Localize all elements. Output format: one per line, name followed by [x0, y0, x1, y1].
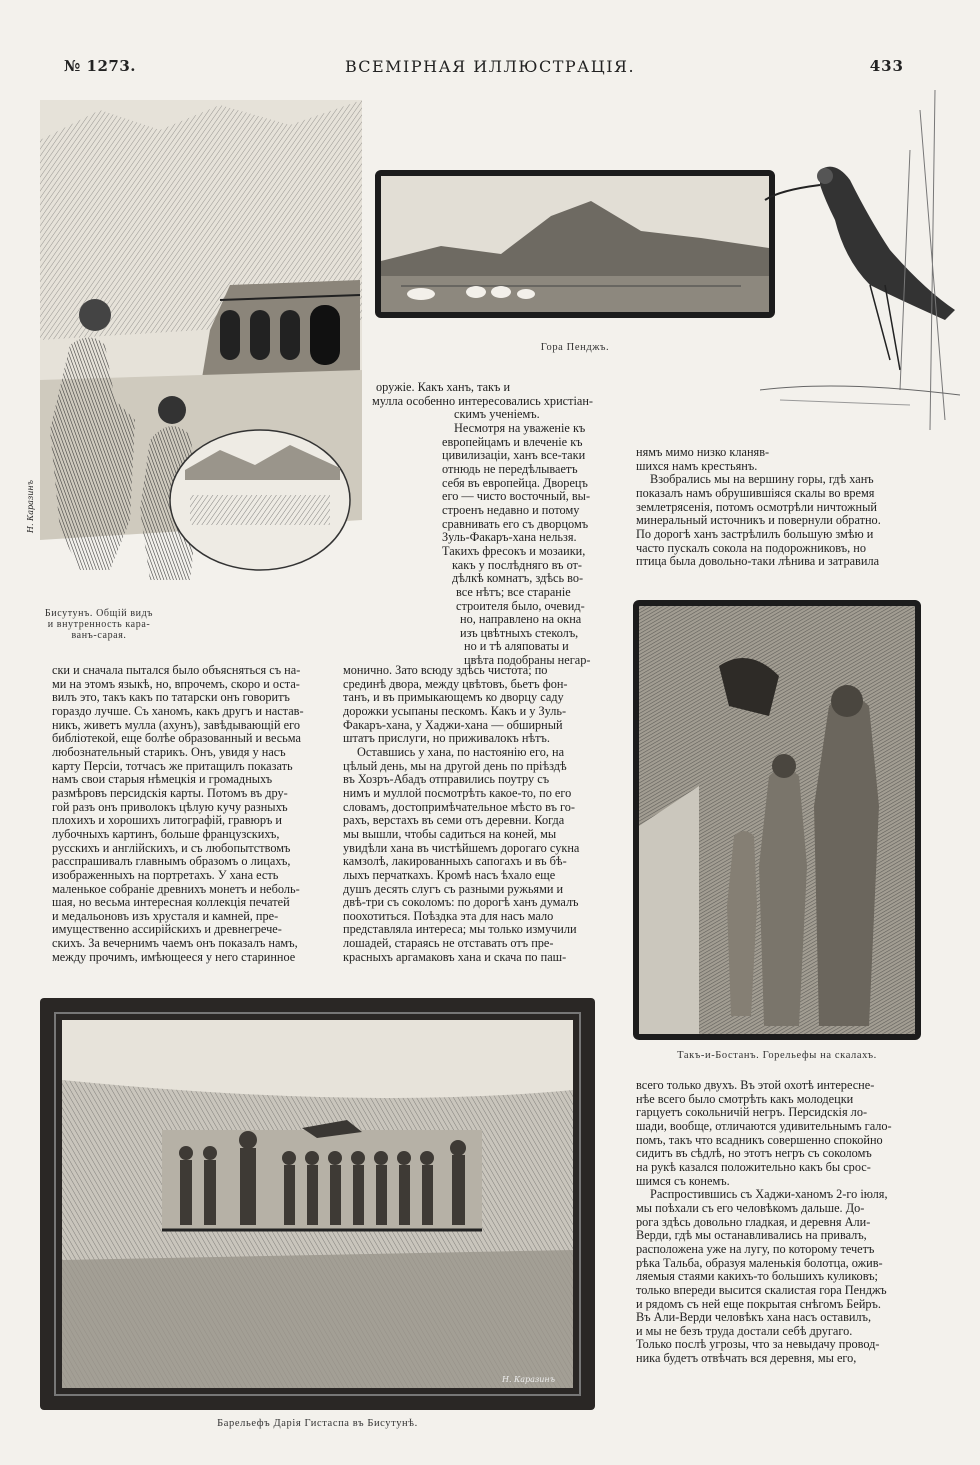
- bisutun-illustration: [26, 100, 362, 645]
- stork-engraving: [760, 90, 960, 440]
- mountain-illustration: [375, 170, 775, 318]
- text-right-top: нямъ мимо низко кланяв- шихся намъ крестьянъ. Взобрались мы на вершину горы, гдѣ ханъ показалъ намъ обрушившіяся скалы во время землетрясенія, потомъ осмотрѣли ничтожный минеральный источникъ и повернули обратно. По дорогѣ ханъ застрѣлилъ большую змѣю и часто пускалъ сокола на подорожниковъ, но птица была довольно-таки лѣнива и затравила: [636, 445, 881, 569]
- bisutun-engraving: [40, 100, 362, 645]
- mountain-caption: Гора Пенджъ.: [540, 342, 610, 353]
- artist-signature: Н. Каразинъ: [26, 479, 36, 534]
- text-middle-main: монично. Зато всюду здѣсь чистота; по срединѣ двора, между цвѣтовъ, бьетъ фон- танъ, и въ примыкающемъ ко дворцу саду дорожки усыпаны пескомъ. Какъ и у Зуль- Факаръ-хана, у Хаджи-хана — обширный штатъ прислуги, но приживалокъ нѣтъ. Оставшись у хана, по настоянію его, на цѣлый день, мы на другой день по пріѣздѣ въ Хозръ-Абадъ отправились поутру съ нимъ и муллой посмотрѣть какое-то, по его словамъ, достопримѣчательное мѣсто въ го- рахъ, верстахъ въ семи отъ деревни. Когда мы вышли, чтобы садиться на коней, мы увидѣли хана въ чистѣйшемъ дорогаго сукна камзолѣ, лакированныхъ сапогахъ и въ бѣ- лыхъ перчаткахъ. Кромѣ насъ ѣхало еще душъ десять слугъ съ разными ружьями и двѣ-три съ соколомъ: по дорогѣ ханъ думалъ поохотиться. Поѣздка эта для насъ мало представляла интереса; мы только измучили лошадей, стараясь не отставать отъ пре- красныхъ аргамаковъ хана и скача по паш-: [343, 663, 580, 964]
- bisutun-caption: Бисутунъ. Общій видъ и внутренность кара- ванъ-сарая.: [44, 608, 154, 641]
- darius-illustration: [40, 998, 595, 1410]
- text-middle-top: оружіе. Какъ ханъ, такъ и мулла особенно интересовались христіан- скимъ ученіемъ. Несмотря на уваженіе къ европейцамъ и влеченіе къ цивилизаціи, ханъ все-таки отнюдь не передѣлываетъ себя въ европейца. Дворецъ его — чисто восточный, вы- строенъ недавно и потому сравнивать его съ дворцомъ Зуль-Факаръ-хана нельзя. Такихъ фресокъ и мозаики, какъ у послѣдняго въ от- дѣлкѣ комнатъ, здѣсь во- все нѣтъ; все стараніе строителя было, очевид- но, направлено на окна изъ цвѣтныхъ стеколъ, но и тѣ аляповаты и цвѣта подобраны негар-: [372, 380, 594, 668]
- taq-bostan-engraving: [639, 606, 915, 1034]
- page-number: 433: [869, 57, 904, 75]
- mountain-engraving: [381, 176, 769, 312]
- issue-number: № 1273.: [64, 57, 136, 75]
- darius-engraving: [62, 1020, 573, 1388]
- stork-illustration: [760, 90, 960, 440]
- taq-bostan-caption: Такъ-и-Бостанъ. Горельефы на скалахъ.: [677, 1050, 877, 1061]
- darius-signature: Н. Каразинъ: [501, 1375, 555, 1384]
- magazine-title: ВСЕМІРНАЯ ИЛЛЮСТРАЦІЯ.: [344, 57, 636, 76]
- taq-bostan-illustration: [633, 600, 921, 1040]
- text-left-main: ски и сначала пытался было объясняться съ на- ми на этомъ языкѣ, но, впрочемъ, скоро и оста- вилъ это, такъ какъ по татарски онъ говоритъ гораздо лучше. Съ ханомъ, какъ другъ и настав- никъ, живетъ мулла (ахунъ), завѣдывающій его библіотекой, еще болѣе образованный и весьма любознательный старикъ. Онъ, увидя у насъ карту Персіи, тотчасъ же притащилъ показать намъ свои старыя нѣмецкія и громадныхъ размѣровъ персидскія карты. Потомъ въ дру- гой разъ онъ приволокъ цѣлую кучу разныхъ плохихъ и хорошихъ литографій, гравюръ и лубочныхъ картинъ, больше французскихъ, русскихъ и англійскихъ, и съ любопытствомъ расспрашивалъ главнымъ образомъ о лицахъ, изображенныхъ на портретахъ. У хана есть маленькое собраніе древнихъ монетъ и неболь- шая, но весьма интересная коллекція печатей и медальоновъ изъ хрусталя и камней, пре- имущественно ассирійскихъ и древнегрече- скихъ. За вечернимъ чаемъ онъ показалъ намъ, между прочимъ, имѣющееся у него старинное: [52, 663, 304, 964]
- darius-caption: Барельефъ Дарія Гистаспа въ Бисутунѣ.: [217, 1418, 418, 1429]
- text-right-bottom: всего только двухъ. Въ этой охотѣ интересне- нѣе всего было смотрѣть какъ молодецки гарцуетъ сокольничій негръ. Персидскія ло- шади, вообще, отличаются удивительнымъ гало- помъ, такъ что всадникъ совершенно спокойно сидитъ въ сѣдлѣ, но этотъ негръ съ соколомъ на рукѣ казался положительно какъ бы срос- шимся съ конемъ. Распростившись съ Хаджи-ханомъ 2-го іюля, мы поѣхали съ его человѣкомъ дальше. До- рога здѣсь довольно гладкая, и деревня Али- Верди, гдѣ мы останавливались на привалъ, расположена уже на лугу, по которому течетъ рѣка Тальба, образуя маленькія болотца, ожив- ляемыя стаями какихъ-то большихъ куликовъ; только впереди высится скалистая гора Пенджъ и рядомъ съ ней еще покрытая снѣгомъ Бейръ. Въ Али-Верди человѣкъ хана насъ оставилъ, и мы не безъ труда достали себѣ другаго. Только послѣ угрозы, что за невыдачу провод- ника будетъ отвѣчать вся деревня, мы его,: [636, 1078, 892, 1366]
